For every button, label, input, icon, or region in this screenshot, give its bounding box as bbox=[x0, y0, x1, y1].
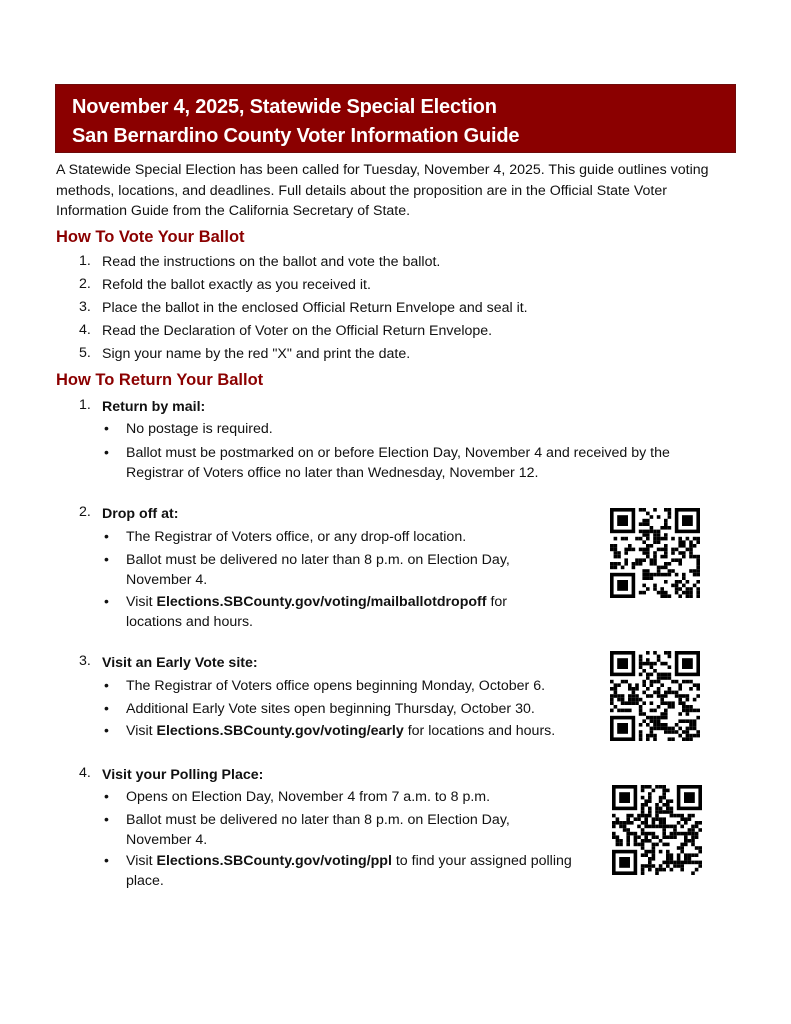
qr-code-icon[interactable] bbox=[610, 508, 700, 598]
method-number: 3. bbox=[79, 653, 91, 669]
bullet-icon: • bbox=[104, 722, 109, 738]
bullet-icon: • bbox=[104, 852, 109, 868]
bullet-pre: Visit bbox=[126, 723, 157, 739]
banner-title-line2: San Bernardino County Voter Information Guide bbox=[72, 125, 520, 147]
bullet-text: Opens on Election Day, November 4 from 7 a.m. to 8 p.m. bbox=[126, 789, 491, 805]
step-number: 5. bbox=[79, 345, 91, 361]
bullet-icon: • bbox=[104, 788, 109, 804]
bullet-icon: • bbox=[104, 420, 109, 436]
step-number: 1. bbox=[79, 253, 91, 269]
bullet-icon: • bbox=[104, 528, 109, 544]
method-title-polling: Visit your Polling Place: bbox=[102, 767, 264, 783]
intro-paragraph: A Statewide Special Election has been called for Tuesday, November 4, 2025. This guide outlines voting methods, locations, and deadlines. Full details about the proposition are in the Official State Voter Information Guide from the California Secretary of State. bbox=[56, 162, 709, 219]
qr-code-icon[interactable] bbox=[612, 785, 702, 875]
step-text: Refold the ballot exactly as you received it. bbox=[102, 277, 371, 293]
bullet-text bbox=[126, 851, 601, 891]
method-title-dropoff: Drop off at: bbox=[102, 506, 179, 522]
bullet-text: No postage is required. bbox=[126, 421, 273, 437]
bullet-icon: • bbox=[104, 551, 109, 567]
bullet-text: Ballot must be delivered no later than 8 p.m. on Election Day, November 4. bbox=[126, 552, 510, 588]
bullet-post: for locations and hours. bbox=[403, 723, 556, 739]
link-ppl[interactable]: Elections.SBCounty.gov/voting/ppl bbox=[156, 853, 392, 869]
bullet-post: to find your assigned polling place. bbox=[126, 853, 572, 889]
link-early[interactable]: Elections.SBCounty.gov/voting/early bbox=[156, 723, 404, 739]
step-text: Place the ballot in the enclosed Official Return Envelope and seal it. bbox=[102, 300, 528, 316]
bullet-text: The Registrar of Voters office opens beginning Monday, October 6. bbox=[126, 678, 546, 694]
bullet-pre: Visit bbox=[126, 594, 157, 610]
step-text: Read the Declaration of Voter on the Official Return Envelope. bbox=[102, 323, 493, 339]
step-number: 2. bbox=[79, 276, 91, 292]
section-heading-vote: How To Vote Your Ballot bbox=[56, 228, 245, 246]
bullet-text: Additional Early Vote sites open beginning Thursday, October 30. bbox=[126, 701, 535, 717]
method-number: 1. bbox=[79, 397, 91, 413]
link-mailballotdropoff[interactable]: Elections.SBCounty.gov/voting/mailballotdropoff bbox=[156, 594, 487, 610]
step-text: Read the instructions on the ballot and vote the ballot. bbox=[102, 254, 441, 270]
method-number: 4. bbox=[79, 765, 91, 781]
method-title-early: Visit an Early Vote site: bbox=[102, 655, 258, 671]
bullet-pre: Visit bbox=[126, 853, 157, 869]
bullet-text: Ballot must be delivered no later than 8 p.m. on Election Day, November 4. bbox=[126, 812, 510, 848]
bullet-text: Ballot must be postmarked on or before Election Day, November 4 and received by the Registrar of Voters office no later than Wednesday, November 12. bbox=[126, 445, 670, 481]
method-number: 2. bbox=[79, 504, 91, 520]
section-heading-return: How To Return Your Ballot bbox=[56, 371, 264, 389]
bullet-text: The Registrar of Voters office, or any drop-off location. bbox=[126, 529, 467, 545]
bullet-text bbox=[126, 721, 555, 741]
banner-title-line1: November 4, 2025, Statewide Special Election bbox=[72, 96, 497, 118]
step-number: 4. bbox=[79, 322, 91, 338]
bullet-icon: • bbox=[104, 593, 109, 609]
qr-code-icon[interactable] bbox=[610, 651, 700, 741]
bullet-text bbox=[126, 592, 546, 632]
bullet-icon: • bbox=[104, 444, 109, 460]
title-banner bbox=[55, 84, 736, 153]
step-text: Sign your name by the red "X" and print the date. bbox=[102, 346, 411, 362]
step-number: 3. bbox=[79, 299, 91, 315]
method-title-mail: Return by mail: bbox=[102, 399, 206, 415]
bullet-icon: • bbox=[104, 811, 109, 827]
bullet-icon: • bbox=[104, 677, 109, 693]
bullet-post: for locations and hours. bbox=[126, 594, 507, 630]
bullet-icon: • bbox=[104, 700, 109, 716]
